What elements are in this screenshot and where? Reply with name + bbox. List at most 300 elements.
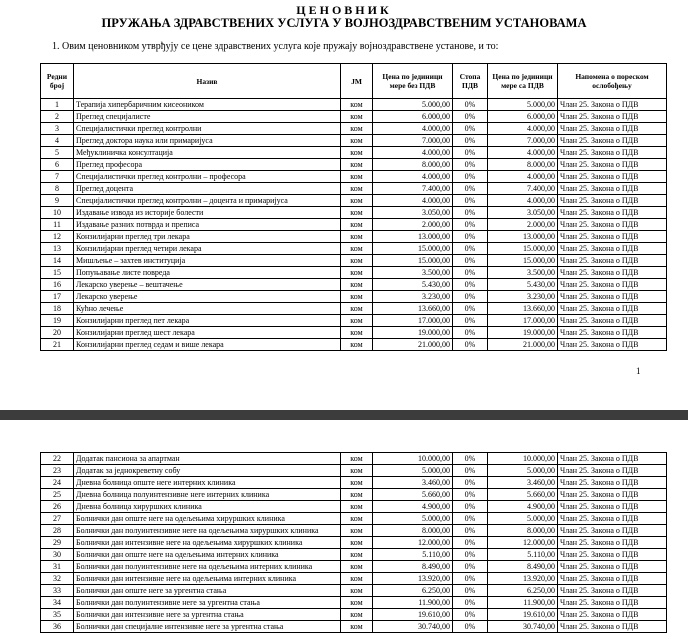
cell-no: 6: [41, 159, 74, 171]
cell-no: 12: [41, 231, 74, 243]
cell-unit: ком: [341, 561, 373, 573]
cell-vat: 0%: [453, 525, 488, 537]
table-row: [41, 537, 667, 549]
cell-no: 26: [41, 501, 74, 513]
cell-price: 17.000,00: [373, 315, 453, 327]
cell-price-vat: 8.000,00: [488, 525, 558, 537]
cell-no: 21: [41, 339, 74, 351]
table-row: [41, 183, 667, 195]
table-row: [41, 513, 667, 525]
cell-price-vat: 5.660,00: [488, 489, 558, 501]
cell-vat: 0%: [453, 99, 488, 111]
cell-no: 9: [41, 195, 74, 207]
cell-unit: ком: [341, 171, 373, 183]
cell-price: 5.000,00: [373, 99, 453, 111]
cell-no: 29: [41, 537, 74, 549]
cell-unit: ком: [341, 231, 373, 243]
cell-note: Члан 25. Закона о ПДВ: [558, 99, 667, 111]
cell-vat: 0%: [453, 195, 488, 207]
cell-note: Члан 25. Закона о ПДВ: [558, 267, 667, 279]
header-name: Назив: [74, 64, 341, 99]
cell-name: Болнички дан опште неге за ургентна стања: [74, 585, 341, 597]
cell-unit: ком: [341, 291, 373, 303]
cell-name: Конзилијарни преглед четири лекара: [74, 243, 341, 255]
cell-price: 7.000,00: [373, 135, 453, 147]
cell-unit: ком: [341, 597, 373, 609]
header-price: Цена по јединици мере без ПДВ: [373, 64, 453, 99]
cell-price: 12.000,00: [373, 537, 453, 549]
cell-name: Дневна болница опште неге интерних клиника: [74, 477, 341, 489]
cell-no: 36: [41, 621, 74, 633]
table-row: [41, 561, 667, 573]
cell-unit: ком: [341, 477, 373, 489]
cell-note: Члан 25. Закона о ПДВ: [558, 561, 667, 573]
table-row: [41, 339, 667, 351]
cell-price-vat: 4.000,00: [488, 123, 558, 135]
cell-name: Конзилијарни преглед шест лекара: [74, 327, 341, 339]
cell-name: Болнички дан полуинтензивне неге на одељењима интерних клиника: [74, 561, 341, 573]
cell-vat: 0%: [453, 621, 488, 633]
cell-note: Члан 25. Закона о ПДВ: [558, 123, 667, 135]
cell-name: Болнички дан специјалне интензивне неге за ургентна стања: [74, 621, 341, 633]
cell-price: 21.000,00: [373, 339, 453, 351]
cell-name: Издавање разних потврда и преписа: [74, 219, 341, 231]
cell-note: Члан 25. Закона о ПДВ: [558, 513, 667, 525]
cell-unit: ком: [341, 255, 373, 267]
cell-unit: ком: [341, 489, 373, 501]
cell-unit: ком: [341, 621, 373, 633]
table-row: [41, 159, 667, 171]
table-row: [41, 315, 667, 327]
cell-vat: 0%: [453, 207, 488, 219]
intro-paragraph: 1. Овим ценовником утврђују се цене здравствених услуга које пружају војноздравствене установе, и то:: [52, 41, 499, 52]
cell-name: Болнички дан опште неге на одељењима интерних клиника: [74, 549, 341, 561]
table-row: [41, 525, 667, 537]
table-row: [41, 219, 667, 231]
page-number: 1: [636, 366, 641, 376]
cell-vat: 0%: [453, 111, 488, 123]
cell-vat: 0%: [453, 453, 488, 465]
cell-name: Додатак за једнокреветну собу: [74, 465, 341, 477]
cell-name: Преглед доктора наука или примаријуса: [74, 135, 341, 147]
table-row: [41, 573, 667, 585]
cell-unit: ком: [341, 513, 373, 525]
cell-price-vat: 19.000,00: [488, 327, 558, 339]
cell-unit: ком: [341, 609, 373, 621]
cell-price: 19.610,00: [373, 609, 453, 621]
table-body-page-2: [41, 453, 667, 633]
cell-note: Члан 25. Закона о ПДВ: [558, 501, 667, 513]
cell-note: Члан 25. Закона о ПДВ: [558, 339, 667, 351]
cell-no: 2: [41, 111, 74, 123]
cell-no: 25: [41, 489, 74, 501]
cell-price: 10.000,00: [373, 453, 453, 465]
cell-unit: ком: [341, 279, 373, 291]
cell-name: Болнички дан интензивне неге на одељењима хируршких клиника: [74, 537, 341, 549]
cell-unit: ком: [341, 465, 373, 477]
cell-price: 6.250,00: [373, 585, 453, 597]
cell-no: 5: [41, 147, 74, 159]
cell-price: 8.000,00: [373, 159, 453, 171]
cell-unit: ком: [341, 195, 373, 207]
cell-unit: ком: [341, 123, 373, 135]
cell-name: Специјалистички преглед контролни: [74, 123, 341, 135]
cell-vat: 0%: [453, 279, 488, 291]
cell-note: Члан 25. Закона о ПДВ: [558, 171, 667, 183]
cell-no: 3: [41, 123, 74, 135]
cell-price-vat: 4.000,00: [488, 147, 558, 159]
cell-vat: 0%: [453, 585, 488, 597]
cell-name: Преглед доцента: [74, 183, 341, 195]
cell-note: Члан 25. Закона о ПДВ: [558, 597, 667, 609]
cell-vat: 0%: [453, 171, 488, 183]
cell-unit: ком: [341, 537, 373, 549]
cell-no: 28: [41, 525, 74, 537]
cell-price: 19.000,00: [373, 327, 453, 339]
cell-vat: 0%: [453, 501, 488, 513]
cell-price-vat: 11.900,00: [488, 597, 558, 609]
cell-name: Издавање извода из историје болести: [74, 207, 341, 219]
table-header-row: [41, 64, 667, 99]
cell-name: Болнички дан опште неге на одељењима хируршких клиника: [74, 513, 341, 525]
table-row: [41, 279, 667, 291]
cell-no: 20: [41, 327, 74, 339]
cell-price: 4.000,00: [373, 195, 453, 207]
cell-note: Члан 25. Закона о ПДВ: [558, 327, 667, 339]
cell-note: Члан 25. Закона о ПДВ: [558, 525, 667, 537]
cell-vat: 0%: [453, 219, 488, 231]
table-row: [41, 597, 667, 609]
cell-price-vat: 15.000,00: [488, 255, 558, 267]
table-row: [41, 135, 667, 147]
cell-name: Додатак пансиона за апартман: [74, 453, 341, 465]
cell-price: 4.000,00: [373, 171, 453, 183]
cell-name: Болнички дан полуинтензивне неге за ургентна стања: [74, 597, 341, 609]
cell-no: 19: [41, 315, 74, 327]
cell-unit: ком: [341, 339, 373, 351]
cell-name: Специјалистички преглед контролни – доцента и примаријуса: [74, 195, 341, 207]
cell-no: 34: [41, 597, 74, 609]
cell-no: 7: [41, 171, 74, 183]
cell-note: Члан 25. Закона о ПДВ: [558, 147, 667, 159]
cell-vat: 0%: [453, 573, 488, 585]
cell-vat: 0%: [453, 609, 488, 621]
header-vat: Стопа ПДВ: [453, 64, 488, 99]
cell-no: 17: [41, 291, 74, 303]
cell-price-vat: 15.000,00: [488, 243, 558, 255]
table-row: [41, 489, 667, 501]
cell-price: 5.000,00: [373, 513, 453, 525]
cell-unit: ком: [341, 99, 373, 111]
cell-note: Члан 25. Закона о ПДВ: [558, 279, 667, 291]
cell-unit: ком: [341, 501, 373, 513]
cell-note: Члан 25. Закона о ПДВ: [558, 315, 667, 327]
cell-no: 15: [41, 267, 74, 279]
cell-note: Члан 25. Закона о ПДВ: [558, 585, 667, 597]
cell-note: Члан 25. Закона о ПДВ: [558, 291, 667, 303]
table-row: [41, 255, 667, 267]
cell-vat: 0%: [453, 477, 488, 489]
cell-price: 4.900,00: [373, 501, 453, 513]
cell-price: 3.050,00: [373, 207, 453, 219]
cell-name: Преглед професора: [74, 159, 341, 171]
cell-price: 13.660,00: [373, 303, 453, 315]
price-table: [40, 63, 667, 351]
cell-name: Лекарско уверење – вештачење: [74, 279, 341, 291]
cell-note: Члан 25. Закона о ПДВ: [558, 621, 667, 633]
cell-vat: 0%: [453, 231, 488, 243]
cell-no: 11: [41, 219, 74, 231]
cell-price-vat: 4.900,00: [488, 501, 558, 513]
price-table-continued: [40, 452, 667, 633]
cell-price: 8.000,00: [373, 525, 453, 537]
cell-price: 13.000,00: [373, 231, 453, 243]
table-row: [41, 501, 667, 513]
header-unit: ЈМ: [341, 64, 373, 99]
table-row: [41, 585, 667, 597]
table-row: [41, 267, 667, 279]
cell-no: 18: [41, 303, 74, 315]
cell-name: Дневна болница хируршких клиника: [74, 501, 341, 513]
cell-price: 4.000,00: [373, 123, 453, 135]
cell-unit: ком: [341, 159, 373, 171]
cell-note: Члан 25. Закона о ПДВ: [558, 111, 667, 123]
cell-unit: ком: [341, 549, 373, 561]
cell-price-vat: 7.400,00: [488, 183, 558, 195]
cell-unit: ком: [341, 111, 373, 123]
cell-no: 24: [41, 477, 74, 489]
cell-name: Терапија хипербаричним кисеоником: [74, 99, 341, 111]
cell-no: 30: [41, 549, 74, 561]
cell-price: 3.230,00: [373, 291, 453, 303]
cell-name: Конзилијарни преглед пет лекара: [74, 315, 341, 327]
cell-price-vat: 3.460,00: [488, 477, 558, 489]
table-row: [41, 171, 667, 183]
cell-no: 35: [41, 609, 74, 621]
cell-note: Члан 25. Закона о ПДВ: [558, 573, 667, 585]
cell-name: Конзилијарни преглед три лекара: [74, 231, 341, 243]
table-row: [41, 291, 667, 303]
document-title: ЦЕНОВНИК: [296, 3, 392, 17]
cell-name: Специјалистички преглед контролни – професора: [74, 171, 341, 183]
cell-unit: ком: [341, 243, 373, 255]
cell-no: 22: [41, 453, 74, 465]
cell-price-vat: 3.500,00: [488, 267, 558, 279]
cell-price-vat: 19.610,00: [488, 609, 558, 621]
cell-note: Члан 25. Закона о ПДВ: [558, 231, 667, 243]
cell-no: 13: [41, 243, 74, 255]
table-row: [41, 99, 667, 111]
cell-unit: ком: [341, 147, 373, 159]
cell-price: 13.920,00: [373, 573, 453, 585]
cell-price-vat: 7.000,00: [488, 135, 558, 147]
cell-unit: ком: [341, 573, 373, 585]
cell-note: Члан 25. Закона о ПДВ: [558, 477, 667, 489]
cell-vat: 0%: [453, 159, 488, 171]
table-row: [41, 243, 667, 255]
table-row: [41, 303, 667, 315]
table-row: [41, 147, 667, 159]
cell-vat: 0%: [453, 183, 488, 195]
cell-name: Међуклиничка консултација: [74, 147, 341, 159]
cell-vat: 0%: [453, 147, 488, 159]
table-row: [41, 621, 667, 633]
table-row: [41, 327, 667, 339]
cell-unit: ком: [341, 327, 373, 339]
cell-price-vat: 12.000,00: [488, 537, 558, 549]
cell-price-vat: 5.000,00: [488, 513, 558, 525]
cell-name: Болнички дан интензивне неге за ургентна стања: [74, 609, 341, 621]
cell-price-vat: 4.000,00: [488, 171, 558, 183]
cell-note: Члан 25. Закона о ПДВ: [558, 183, 667, 195]
document-subtitle: ПРУЖАЊА ЗДРАВСТВЕНИХ УСЛУГА У ВОЈНОЗДРАВСТВЕНИМ УСТАНОВАМА: [101, 16, 587, 30]
cell-note: Члан 25. Закона о ПДВ: [558, 453, 667, 465]
cell-note: Члан 25. Закона о ПДВ: [558, 303, 667, 315]
cell-name: Мишљење – захтев институција: [74, 255, 341, 267]
cell-vat: 0%: [453, 303, 488, 315]
table-row: [41, 477, 667, 489]
cell-vat: 0%: [453, 267, 488, 279]
cell-unit: ком: [341, 207, 373, 219]
cell-no: 8: [41, 183, 74, 195]
table-row: [41, 195, 667, 207]
cell-price-vat: 8.000,00: [488, 159, 558, 171]
cell-vat: 0%: [453, 597, 488, 609]
cell-note: Члан 25. Закона о ПДВ: [558, 219, 667, 231]
table-row: [41, 453, 667, 465]
table-row: [41, 123, 667, 135]
cell-no: 14: [41, 255, 74, 267]
cell-price-vat: 5.110,00: [488, 549, 558, 561]
cell-price: 30.740,00: [373, 621, 453, 633]
cell-price-vat: 5.000,00: [488, 465, 558, 477]
cell-name: Лекарско уверење: [74, 291, 341, 303]
cell-price: 6.000,00: [373, 111, 453, 123]
cell-vat: 0%: [453, 489, 488, 501]
cell-price-vat: 6.000,00: [488, 111, 558, 123]
cell-note: Члан 25. Закона о ПДВ: [558, 489, 667, 501]
cell-no: 31: [41, 561, 74, 573]
cell-vat: 0%: [453, 315, 488, 327]
cell-price: 15.000,00: [373, 255, 453, 267]
cell-price: 4.000,00: [373, 147, 453, 159]
cell-no: 4: [41, 135, 74, 147]
cell-price-vat: 5.430,00: [488, 279, 558, 291]
cell-name: Преглед специјалисте: [74, 111, 341, 123]
cell-no: 33: [41, 585, 74, 597]
cell-unit: ком: [341, 525, 373, 537]
header-no: Редни број: [41, 64, 74, 99]
cell-vat: 0%: [453, 537, 488, 549]
cell-no: 23: [41, 465, 74, 477]
table-body-page-1: [41, 99, 667, 351]
cell-unit: ком: [341, 585, 373, 597]
cell-note: Члан 25. Закона о ПДВ: [558, 465, 667, 477]
cell-vat: 0%: [453, 135, 488, 147]
cell-price-vat: 2.000,00: [488, 219, 558, 231]
cell-vat: 0%: [453, 561, 488, 573]
cell-note: Члан 25. Закона о ПДВ: [558, 195, 667, 207]
cell-vat: 0%: [453, 513, 488, 525]
cell-name: Конзилијарни преглед седам и више лекара: [74, 339, 341, 351]
cell-unit: ком: [341, 315, 373, 327]
cell-vat: 0%: [453, 243, 488, 255]
cell-note: Члан 25. Закона о ПДВ: [558, 609, 667, 621]
cell-note: Члан 25. Закона о ПДВ: [558, 135, 667, 147]
cell-note: Члан 25. Закона о ПДВ: [558, 159, 667, 171]
cell-price-vat: 4.000,00: [488, 195, 558, 207]
cell-unit: ком: [341, 183, 373, 195]
cell-name: Болнички дан полуинтензивне неге на одељењима хируршких клиника: [74, 525, 341, 537]
cell-no: 1: [41, 99, 74, 111]
cell-note: Члан 25. Закона о ПДВ: [558, 243, 667, 255]
cell-vat: 0%: [453, 465, 488, 477]
cell-note: Члан 25. Закона о ПДВ: [558, 207, 667, 219]
cell-price-vat: 13.920,00: [488, 573, 558, 585]
cell-note: Члан 25. Закона о ПДВ: [558, 549, 667, 561]
cell-price-vat: 13.000,00: [488, 231, 558, 243]
cell-unit: ком: [341, 303, 373, 315]
cell-name: Кућно лечење: [74, 303, 341, 315]
cell-no: 27: [41, 513, 74, 525]
cell-price-vat: 17.000,00: [488, 315, 558, 327]
cell-vat: 0%: [453, 123, 488, 135]
cell-vat: 0%: [453, 339, 488, 351]
cell-unit: ком: [341, 267, 373, 279]
cell-vat: 0%: [453, 255, 488, 267]
cell-price: 7.400,00: [373, 183, 453, 195]
cell-price-vat: 13.660,00: [488, 303, 558, 315]
cell-price: 15.000,00: [373, 243, 453, 255]
cell-price-vat: 8.490,00: [488, 561, 558, 573]
cell-price: 8.490,00: [373, 561, 453, 573]
cell-note: Члан 25. Закона о ПДВ: [558, 255, 667, 267]
cell-price: 2.000,00: [373, 219, 453, 231]
cell-price: 5.660,00: [373, 489, 453, 501]
cell-price: 5.430,00: [373, 279, 453, 291]
cell-price: 5.000,00: [373, 465, 453, 477]
cell-vat: 0%: [453, 291, 488, 303]
table-row: [41, 111, 667, 123]
cell-price-vat: 6.250,00: [488, 585, 558, 597]
cell-vat: 0%: [453, 327, 488, 339]
cell-price: 11.900,00: [373, 597, 453, 609]
cell-price-vat: 30.740,00: [488, 621, 558, 633]
cell-price-vat: 5.000,00: [488, 99, 558, 111]
cell-name: Дневна болница полуинтензивне неге интерних клиника: [74, 489, 341, 501]
cell-price: 3.500,00: [373, 267, 453, 279]
cell-unit: ком: [341, 219, 373, 231]
table-row: [41, 609, 667, 621]
table-row: [41, 231, 667, 243]
cell-unit: ком: [341, 135, 373, 147]
cell-unit: ком: [341, 453, 373, 465]
table-row: [41, 549, 667, 561]
cell-no: 32: [41, 573, 74, 585]
header-note: Напомена о пореском ослобођењу: [558, 64, 667, 99]
cell-vat: 0%: [453, 549, 488, 561]
cell-price-vat: 3.230,00: [488, 291, 558, 303]
cell-name: Попуњавање листе повреда: [74, 267, 341, 279]
cell-price-vat: 10.000,00: [488, 453, 558, 465]
cell-no: 10: [41, 207, 74, 219]
cell-note: Члан 25. Закона о ПДВ: [558, 537, 667, 549]
cell-price: 5.110,00: [373, 549, 453, 561]
cell-price: 3.460,00: [373, 477, 453, 489]
table-row: [41, 207, 667, 219]
cell-price-vat: 21.000,00: [488, 339, 558, 351]
table-row: [41, 465, 667, 477]
